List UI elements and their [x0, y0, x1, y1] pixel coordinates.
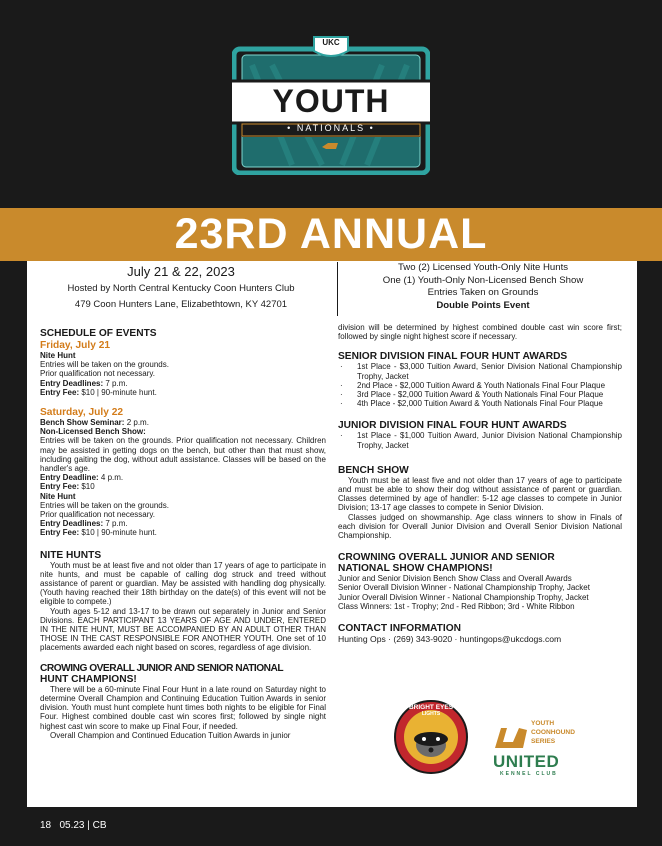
saturday-seminar: Bench Show Seminar: 2 p.m. [40, 418, 149, 428]
friday-fee: Entry Fee: $10 | 90-minute hunt. [40, 387, 157, 397]
senior-award-item: · 3rd Place - $2,000 Tuition Award & Youth Nationals Final Four Plaque [338, 390, 622, 399]
saturday-hunt-line-2: Prior qualification not necessary. [40, 510, 156, 520]
senior-award-item: · 2nd Place - $2,000 Tuition Award & Youth Nationals Final Four Plaque [338, 381, 622, 390]
crowning-show-line-1: Junior and Senior Division Bench Show Class and Overall Awards [338, 574, 572, 584]
united-text: UNITED [493, 752, 560, 771]
bench-show-p1: Youth must be at least five and not older than 17 years of age to participate and must be able to show their dog without assistance of parent or guardian. Classes determined by age of handler: 5-12 age classes to compete in Junior Division; 13-17 age classes to compete in Senior Division. [338, 475, 622, 513]
crowning-show-line-2: Senior Overall Division Winner - National Championship Trophy, Jacket [338, 583, 590, 593]
friday-heading: Friday, July 21 [40, 340, 111, 351]
crowning-show-line-4: Class Winners: 1st - Trophy; 2nd - Red Ribbon; 3rd - White Ribbon [338, 601, 575, 611]
crowning-hunt-p1: There will be a 60-minute Final Four Hunt in a late round on Saturday night to determine Overall Champion and Continuing Education Tuition Awards in senior division. Youth must hunt complete hunt times both nights to be eligible for Final Four. Highest combined double cast win scores first; followed by single night highest cast win score to make up Final Four, if needed. [40, 684, 326, 731]
info-entries: Entries Taken on Grounds [427, 287, 539, 298]
crowning-hunt-heading [40, 663, 326, 685]
logo-youth-text: YOUTH [272, 83, 390, 119]
event-info-right [343, 262, 623, 312]
event-dates: July 21 & 22, 2023 [127, 264, 235, 279]
event-info-left [36, 262, 326, 313]
lights-text: LIGHTS [421, 711, 441, 717]
senior-award-item: · 1st Place - $3,000 Tuition Award, Senior Division National Championship Trophy, Jacket [338, 362, 622, 380]
saturday-hunt-title: Nite Hunt [40, 491, 76, 501]
crowning-show-heading-line2: NATIONAL SHOW CHAMPIONS! [338, 563, 493, 575]
junior-awards-heading: JUNIOR DIVISION FINAL FOUR HUNT AWARDS [338, 420, 567, 432]
saturday-hunt-line-1: Entries will be taken on the grounds. [40, 500, 169, 510]
saturday-deadline-2: Entry Deadlines: 7 p.m. [40, 519, 128, 529]
kennel-club-text: KENNEL CLUB [500, 771, 558, 777]
youth-series-text: YOUTH COONHOUND SERIES [531, 720, 575, 745]
friday-line-1: Entries will be taken on the grounds. [40, 360, 169, 370]
junior-awards-list [338, 431, 622, 449]
info-double-points: Double Points Event [436, 299, 530, 311]
friday-deadline: Entry Deadlines: 7 p.m. [40, 378, 128, 388]
page-footer: 18 05.23 | CB [40, 820, 107, 831]
event-address: 479 Coon Hunters Lane, Elizabethtown, KY 42701 [74, 299, 288, 310]
info-bench-show: One (1) Youth-Only Non-Licensed Bench Show [382, 274, 584, 286]
bright-eyes-text: BRIGHT EYES [408, 704, 454, 711]
junior-award-item: · 1st Place - $1,000 Tuition Award, Junior Division National Championship Trophy, Jacket [338, 431, 622, 449]
crowning-show-line-3: Junior Overall Division Winner - National Championship Trophy, Jacket [338, 592, 589, 602]
senior-award-item: · 4th Place - $2,000 Tuition Award & Youth Nationals Final Four Plaque [338, 399, 622, 408]
contact-line: Hunting Ops · (269) 343-9020 · huntingops@ukcdogs.com [338, 634, 562, 645]
left-column [40, 328, 326, 740]
schedule-heading: SCHEDULE OF EVENTS [40, 328, 157, 339]
bench-show-p2: Classes judged on showmanship. Age class winners to show in Finals of each division for Overall Junior Division and Overall Senior Division National Championship. [338, 512, 622, 541]
crowning-show-heading-line1: CROWNING OVERALL JUNIOR AND SENIOR [338, 552, 555, 564]
bench-show-title: Non-Licensed Bench Show: [40, 427, 146, 437]
crowning-hunt-p2: Overall Champion and Continued Education Tuition Awards in junior [50, 730, 291, 740]
saturday-fee-1: Entry Fee: $10 [40, 482, 95, 492]
senior-awards-heading: SENIOR DIVISION FINAL FOUR HUNT AWARDS [338, 351, 568, 363]
friday-line-2: Prior qualification not necessary. [40, 369, 156, 379]
saturday-fee-2: Entry Fee: $10 | 90-minute hunt. [40, 528, 157, 538]
coonhound-series-icon [493, 722, 529, 752]
crowning-show-heading [338, 552, 622, 574]
nite-hunts-p1: Youth must be at least five and not older than 17 years of age to participate in nite hunts, and must be capable of calling dog struck and treed without assistance of parent or guardian. May be assisted with handling dog physically. (Youth having reached their 18th birthday on the date(s) of this event will not be eligible to compete.) [40, 560, 326, 607]
bench-show-heading: BENCH SHOW [338, 464, 409, 476]
banner-title: 23RD ANNUAL [174, 210, 488, 258]
crowning-hunt-heading-line1: CROWING OVERALL JUNIOR AND SENIOR NATIONAL [40, 662, 284, 674]
event-host: Hosted by North Central Kentucky Coon Hunters Club [67, 283, 295, 294]
saturday-deadline-1: Entry Deadline: 4 p.m. [40, 473, 124, 483]
bench-show-text: Entries will be taken on the grounds. Prior qualification not necessary. Children may be assisted in getting dogs on the bench, but other than that must show, including gaiting the dog, without adult assistance. Classes will be based on the handler's age. [40, 436, 326, 474]
saturday-heading: Saturday, July 22 [40, 407, 124, 419]
info-divider [337, 262, 338, 316]
crowning-hunt-continued: division will be determined by highest combined double cast win score first; followed by single night highest score if necessary. [338, 323, 622, 342]
contact-heading: CONTACT INFORMATION [338, 623, 461, 635]
nite-hunts-p2: Youth ages 5-12 and 13-17 to be drawn out separately in Junior and Senior Divisions. EACH PARTICIPANT 13 YEARS OF AGE AND UNDER, ENTERED IN THE NITE HUNT, MUST BE ACCOMPANIED BY AN ADULT OTHER THAN THOSE IN THE CAST RESPONSIBLE FOR ANOTHER YOUTH. One set of 10 placements awarded each night based on scores, regardless of age division. [40, 606, 326, 653]
right-column [338, 323, 622, 645]
crowning-hunt-heading-line2: HUNT CHAMPIONS! [40, 673, 137, 685]
logo-ukc-text: UKC [322, 38, 340, 47]
logo-nationals-text: • NATIONALS • [287, 123, 375, 133]
friday-hunt-title: Nite Hunt [40, 351, 76, 360]
nite-hunts-heading: NITE HUNTS [40, 549, 102, 561]
info-licensed-hunts: Two (2) Licensed Youth-Only Nite Hunts [397, 262, 569, 273]
senior-awards-list [338, 362, 622, 408]
